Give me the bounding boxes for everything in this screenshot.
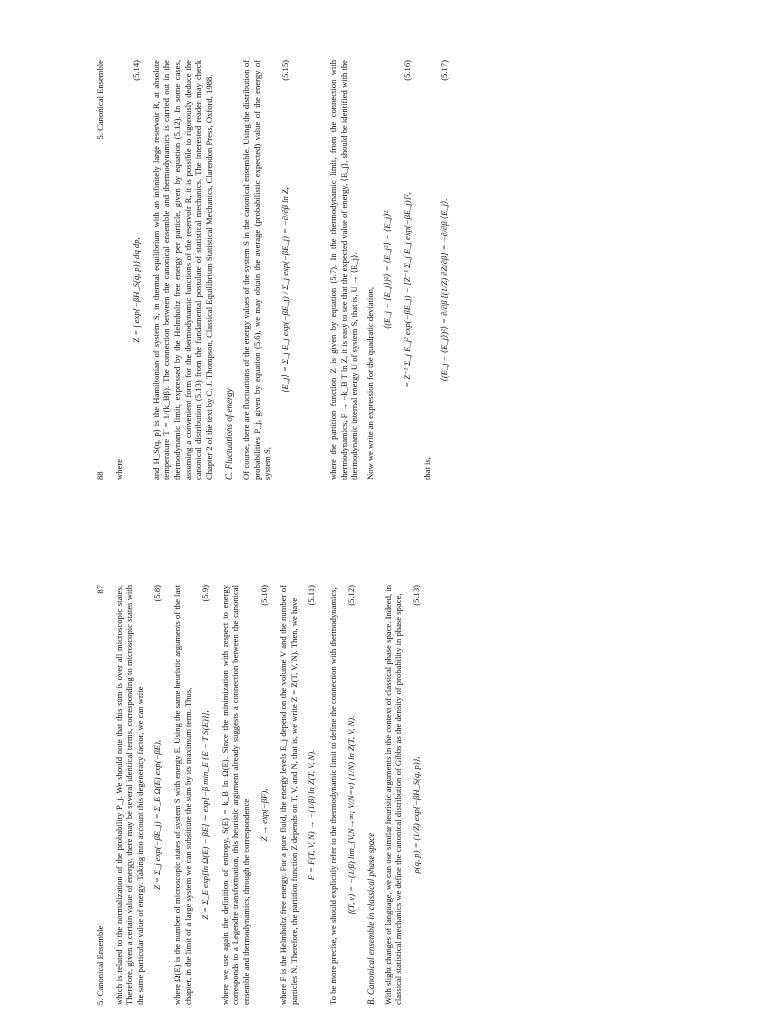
running-header — [95, 60, 106, 480]
paragraph: which is related to the normalization of the probability P_j. We should note that this sum is over all microscopic states. Therefore, given a certain value of energy, there may be several identical terms, corresponding to microscopic states with the same particular value of energy. Taking into account this degeneracy factor, we can write — [113, 585, 145, 1005]
paragraph: where — [113, 459, 124, 480]
paragraph: To be more precise, we should explicitly refer to the thermodynamic limit to define the connection with thermodynamics, — [328, 587, 338, 1005]
page88-column2 — [328, 60, 628, 480]
equation-5-10: Z → exp(−βF), (5.10) — [258, 585, 269, 842]
paragraph: Of course, there are fluctuations of the energy values of the system S in the canonical ensemble. Using the distribution of probabilities P_j, given by equation (5.6), we may obtain the average (probabilistic expected) value of the energy of system S, — [240, 60, 273, 480]
paragraph: where the partition function Z is given by equation (5.7). In the thermodynamic limit, from the connection with thermodynamics, F → −k_B T ln Z, it is easy to see that the expected value of energy, ⟨E_j⟩, should be identified with the thermodynamic internal energy U of system S, that is, U → ⟨E_j⟩. — [328, 60, 360, 480]
equation-5-11: F = F(T, V, N) → −(1/β) ln Z(T, V, N). (5.11) — [306, 585, 317, 881]
equation-5-17: ⟨(E_j − ⟨E_j⟩)²⟩ = ∂/∂β [(1/Z) ∂Z/∂β] = −∂/∂β ⟨E_j⟩. (5.17) — [439, 60, 450, 382]
paragraph: where we use again the definition of entropy, S(E) = k_B ln Ω(E). Since the minimization with respect to energy corresponds to a Legendre transformation, this heuristic argument already suggests a connection between the canonical ensemble and thermodynamics, through the correspondence — [219, 585, 251, 1005]
paragraph: Now we write an expression for the quadratic deviation, — [364, 286, 375, 480]
paragraph: where F is the Helmholtz free energy. For a pure fluid, the energy levels E_j depend on the volume V and the number of particles N. Therefore, the partition function Z depends on T, V, and N, that is, we write Z = Z(T, V, N). Then, we have — [278, 585, 299, 1005]
running-header — [95, 585, 106, 1005]
page-number: 87 — [95, 585, 105, 594]
equation-5-13: ρ(q, p) = (1/Z) exp{−βH_S(q, p)}, (5.13) — [410, 585, 421, 874]
section-heading: C. Fluctuations of energy — [224, 388, 235, 480]
paragraph: where Ω(E) is the number of microscopic states of system S with energy E. Using the same heuristic arguments of the last chapter, in the limit of a large system we can substitute the sum by its maximum term. Thus, — [171, 585, 193, 1005]
section-heading: B. Canonical ensemble in classical phase space — [366, 832, 377, 1005]
equation-5-15: ⟨E_j⟩ = Σ_j E_j exp(−βE_j) / Σ_j exp(−βE_j) = −∂/∂β ln Z, (5.15) — [279, 60, 290, 393]
equation-5-12: f(T, v) = −(1/β) lim_{V,N→∞; V/N=v} (1/N) ln Z(T, V, N). (5.12) — [345, 585, 356, 915]
equation-5-16: = Z⁻¹ Σ_j E_j² exp(−βE_j) − [Z⁻¹ Σ_j E_j exp(−βE_j)]², (5.16) — [401, 60, 412, 388]
paragraph: and H_S(q, p) is the Hamiltonian of system S, in thermal equilibrium with an infinitely large reservoir R, at absolute temperature T = 1/(k_Bβ). The connection between the canonical ensemble and thermodynamics is carried out in the thermodynamic limit, expressed by the Helmholtz free energy per particle, given by equation (5.12). In some cases, assuming a convenient form for the thermodynamic functions of the reservoir R, it is possible to rigorously deduce the canonical distribution (5.13) from the fundamental postulate of statistical mechanics. The interested reader may check Chapter 2 of the text by C. J. Thompson, Classical Equilibrium Statistical Mechanics, Clarendon Press, Oxford, 1988. — [150, 60, 214, 480]
page-number: 88 — [95, 471, 105, 480]
header-title: 5. Canonical Ensemble — [95, 60, 105, 140]
paragraph: With slight changes of language, we can use similar heuristic arguments in the context of classical phase space. Indeed, in classical statistical mechanics we define the canonical distribution of Gibbs as the density of probability in phase space, — [382, 585, 404, 1005]
equation-5-9: Z = Σ_E exp[ln Ω(E) − βE] ∼ exp[−β min_E {E − T S(E)}], (5.9) — [200, 585, 211, 920]
equation-deviation: ⟨(E_j − ⟨E_j⟩)²⟩ = ⟨E_j²⟩ − ⟨E_j⟩² — [382, 210, 393, 330]
equation-5-14: Z = ∫ exp{−βH_S(q, p)} dq dp, (5.14) — [131, 60, 142, 343]
page87-column2 — [328, 585, 628, 1005]
header-title: 5. Canonical Ensemble — [95, 925, 105, 1005]
equation-5-8: Z = Σ_j exp(−βE_j) = Σ_E Ω(E) exp(−βE), (5.8) — [152, 585, 163, 890]
paragraph: that is, — [421, 457, 432, 480]
